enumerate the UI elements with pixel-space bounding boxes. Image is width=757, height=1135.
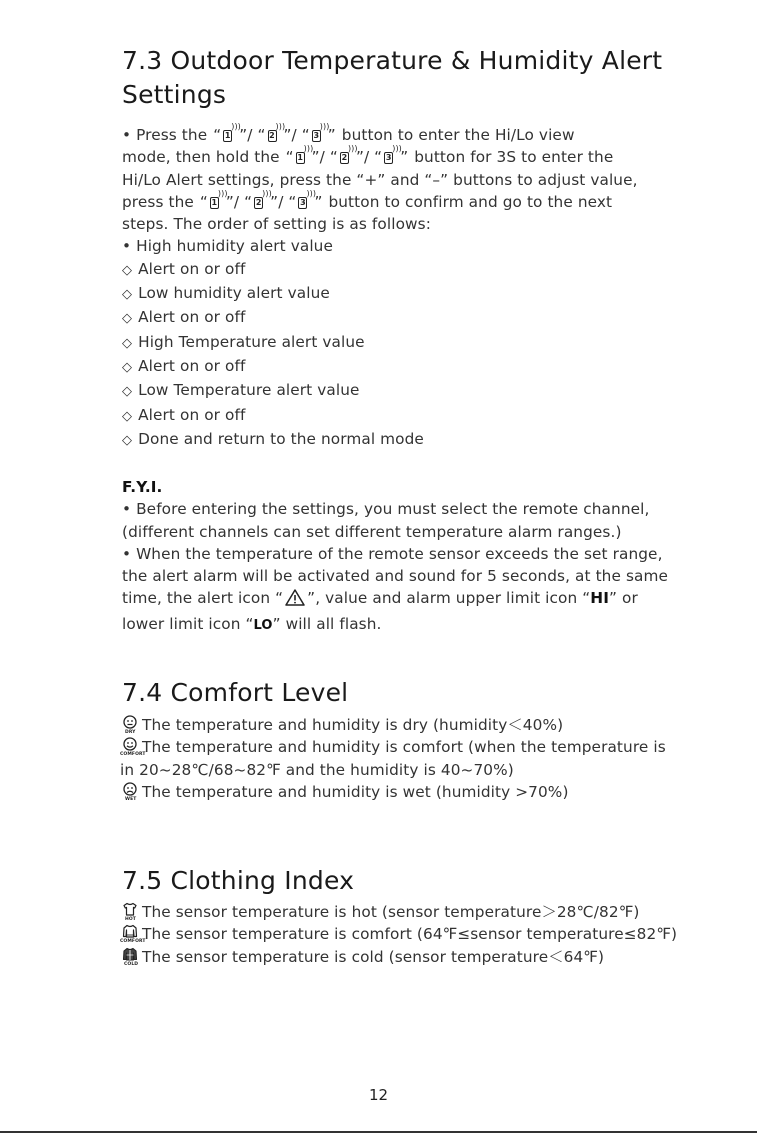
fyi-block bbox=[122, 476, 742, 637]
diamond-icon: ◇ bbox=[122, 262, 133, 278]
section-7-3-title-line1: 7.3 Outdoor Temperature & Humidity Alert bbox=[122, 46, 663, 75]
fyi-title: F.Y.I. bbox=[122, 478, 163, 496]
channel-3-icon: 3 ))) bbox=[300, 188, 317, 207]
step-item: ◇ High Temperature alert value bbox=[122, 332, 365, 351]
channel-3-icon: 3 ))) bbox=[385, 144, 402, 163]
instruction-text: button to confirm and go to the next bbox=[328, 192, 613, 211]
clothing-cold-row: COLD The sensor temperature is cold (sensor temperature＜64℉) bbox=[124, 947, 605, 967]
clothing-hot-row: HOT The sensor temperature is hot (sensor temperature＞28℃/82℉) bbox=[122, 901, 742, 923]
diamond-icon: ◇ bbox=[122, 311, 133, 327]
section-7-3-body bbox=[122, 124, 742, 452]
instruction-line: • Press the “ 1 ))) ”/ “ 2 ))) ”/ “ 3 ))) ” button to enter the Hi/Lo view bbox=[122, 122, 575, 144]
fyi-line: lower limit icon “LO” will all flash. bbox=[122, 614, 382, 633]
channel-2-icon: 2 ))) bbox=[341, 144, 358, 163]
channel-1-icon: 1 ))) bbox=[297, 144, 314, 163]
instruction-line: press the “ 1 ))) ”/ “ 2 ))) ”/ “ 3 ))) ” button to confirm and go to the next bbox=[122, 188, 613, 211]
instruction-text: mode, then hold the bbox=[122, 148, 280, 167]
step-item: ◇ Low Temperature alert value bbox=[122, 381, 360, 400]
diamond-icon: ◇ bbox=[122, 335, 133, 351]
section-7-5-title: 7.5 Clothing Index bbox=[122, 866, 355, 895]
instruction-text: • Press the bbox=[122, 126, 208, 144]
instruction-text: button to enter the Hi/Lo view bbox=[341, 126, 575, 144]
wet-face-icon: WET bbox=[122, 782, 140, 800]
step-item: ◇ Alert on or off bbox=[122, 356, 246, 375]
comfort-dry-row: DRY The temperature and humidity is dry (humidity＜40%) bbox=[122, 714, 742, 736]
instruction-line: Hi/Lo Alert settings, press the “+” and “–” buttons to adjust value, bbox=[122, 170, 638, 189]
fyi-line: • Before entering the settings, you must select the remote channel, bbox=[122, 500, 650, 519]
fyi-line: (different channels can set different temperature alarm ranges.) bbox=[122, 522, 622, 541]
fyi-line: time, the alert icon “ ”, value and alarm upper limit icon “HI” or bbox=[122, 587, 742, 612]
channel-3-icon: 3 ))) bbox=[313, 122, 330, 140]
instruction-text: press the bbox=[122, 192, 194, 211]
clothing-index-list bbox=[122, 901, 742, 968]
instruction-line: steps. The order of setting is as follows: bbox=[122, 215, 431, 234]
comfort-level-list bbox=[122, 714, 742, 803]
channel-1-icon: 1 ))) bbox=[211, 188, 228, 207]
channel-1-icon: 1 ))) bbox=[224, 122, 241, 140]
diamond-icon: ◇ bbox=[122, 432, 133, 448]
page-number: 12 bbox=[368, 1086, 389, 1104]
channel-2-icon: 2 ))) bbox=[269, 122, 286, 140]
diamond-icon: ◇ bbox=[122, 384, 133, 400]
diamond-icon: ◇ bbox=[122, 408, 133, 424]
step-item: ◇ Low humidity alert value bbox=[122, 284, 330, 303]
section-7-3-title-line2: Settings bbox=[122, 80, 227, 109]
lo-icon: LO bbox=[253, 617, 273, 633]
clothing-comfort-row: COMFORT The sensor temperature is comfort (64℉≤sensor temperature≤82℉) bbox=[120, 925, 678, 945]
comfort-wet-row: WET The temperature and humidity is wet (humidity >70%) bbox=[122, 781, 742, 803]
comfort-comfort-row: COMFORT The temperature and humidity is comfort (when the temperature is bbox=[120, 738, 666, 758]
dry-face-icon: DRY bbox=[122, 715, 140, 733]
tshirt-icon: HOT bbox=[122, 902, 140, 920]
step-bullet: • High humidity alert value bbox=[122, 237, 333, 256]
step-item: ◇ Alert on or off bbox=[122, 405, 246, 424]
channel-2-icon: 2 ))) bbox=[255, 188, 272, 207]
step-item: ◇ Alert on or off bbox=[122, 259, 246, 278]
bottom-rule bbox=[0, 1131, 757, 1133]
step-item: ◇ Alert on or off bbox=[122, 308, 246, 327]
section-7-4-title: 7.4 Comfort Level bbox=[122, 678, 349, 707]
diamond-icon: ◇ bbox=[122, 287, 133, 303]
alert-warning-icon bbox=[285, 589, 305, 612]
comfort-comfort-row-cont: in 20~28℃/68~82℉ and the humidity is 40~70%) bbox=[120, 760, 514, 779]
instruction-line: mode, then hold the “ 1 ))) ”/ “ 2 ))) ”/ “ 3 ))) ” button for 3S to enter the bbox=[122, 144, 614, 167]
diamond-icon: ◇ bbox=[122, 359, 133, 375]
step-item: ◇ Done and return to the normal mode bbox=[122, 429, 424, 448]
fyi-line: • When the temperature of the remote sensor exceeds the set range, bbox=[122, 544, 663, 563]
hi-icon: HI bbox=[590, 589, 609, 608]
instruction-text: button for 3S to enter the bbox=[414, 148, 614, 167]
sweater-icon: COMFORT bbox=[122, 924, 140, 942]
comfort-face-icon: COMFORT bbox=[122, 737, 140, 755]
fyi-line: the alert alarm will be activated and sound for 5 seconds, at the same bbox=[122, 567, 669, 586]
coat-icon: COLD bbox=[122, 947, 140, 965]
